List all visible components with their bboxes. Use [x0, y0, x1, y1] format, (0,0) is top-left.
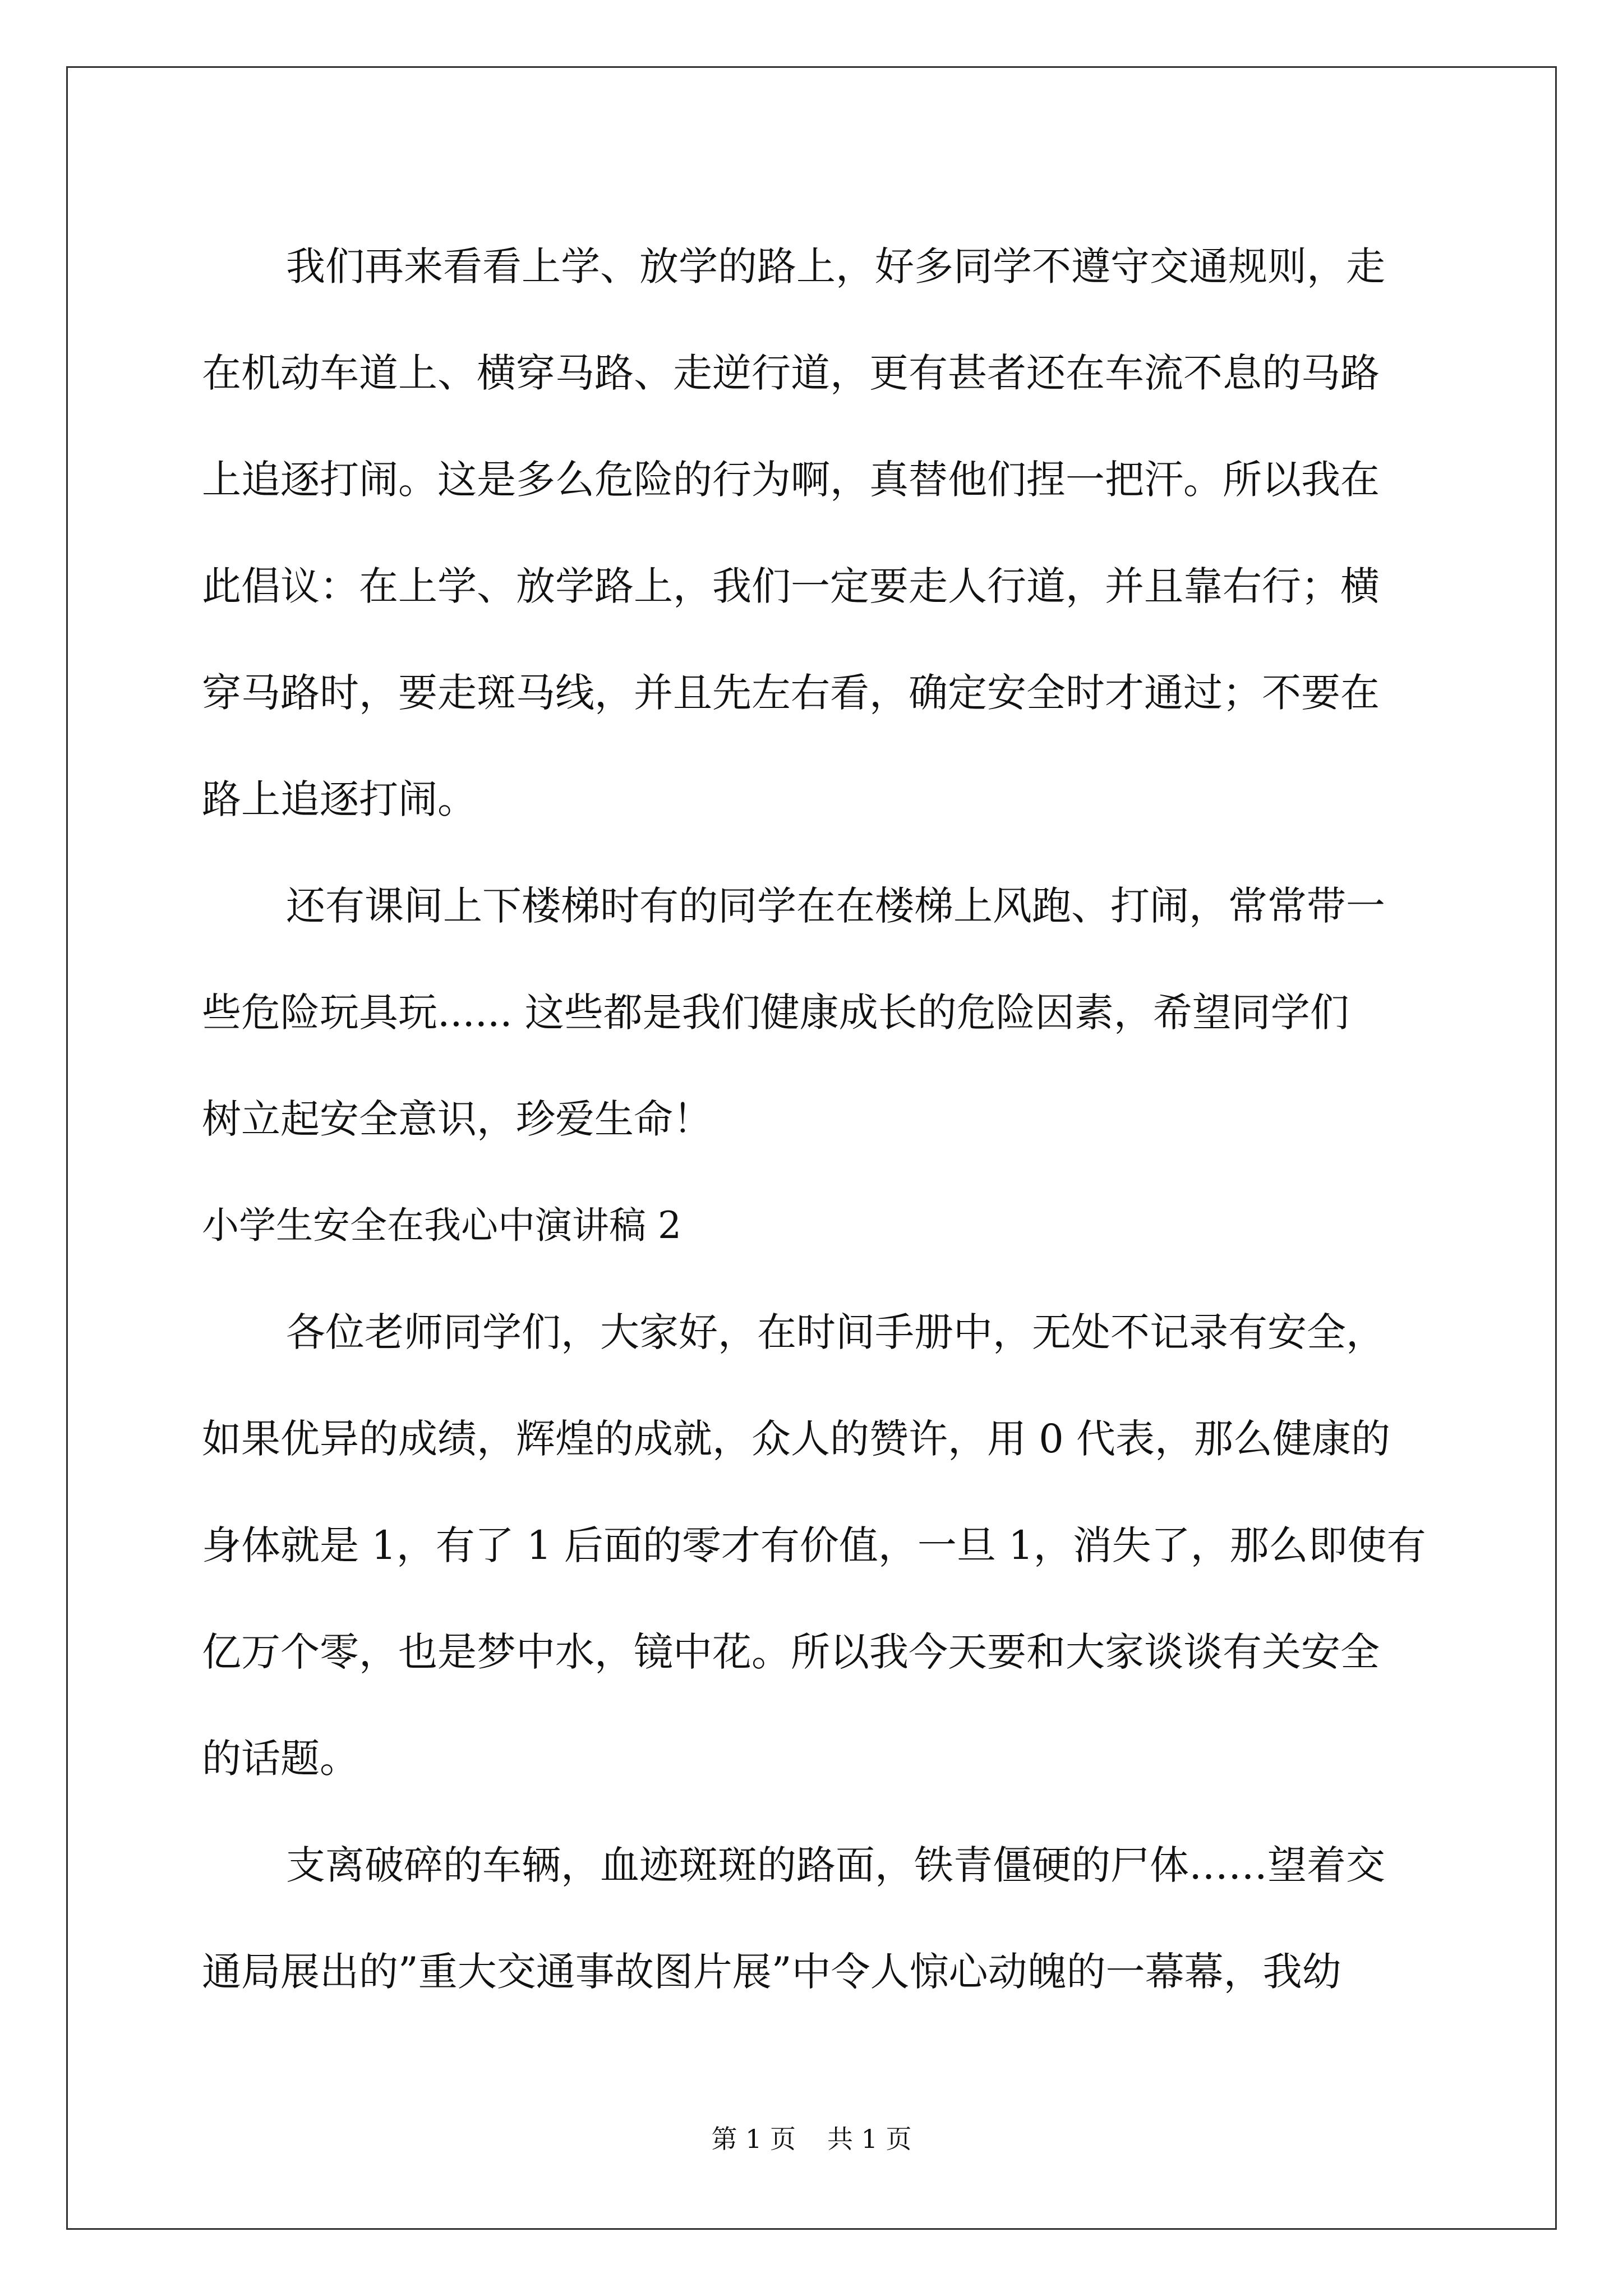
- text-line-3: 上追逐打闹。这是多么危险的行为啊，真替他们捏一把汗。所以我在: [202, 457, 1380, 503]
- text-line-16: 支离破碎的车辆，血迹斑斑的路面，铁青僵硬的尸体……望着交: [286, 1842, 1385, 1888]
- text-line-14: 亿万个零，也是梦中水，镜中花。所以我今天要和大家谈谈有关安全: [202, 1629, 1380, 1675]
- text-line-9: 树立起安全意识，珍爱生命！: [202, 1096, 712, 1142]
- text-line-15: 的话题。: [202, 1736, 359, 1782]
- page-number: 第 1 页: [711, 2124, 796, 2154]
- text-line-7: 还有课间上下楼梯时有的同学在在楼梯上风跑、打闹，常常带一: [286, 883, 1385, 929]
- text-line-13: 身体就是 1，有了 1 后面的零才有价值，一旦 1，消失了，那么即使有: [202, 1522, 1426, 1568]
- text-line-8: 些危险玩具玩...... 这些都是我们健康成长的危险因素，希望同学们: [202, 990, 1349, 1036]
- text-line-11: 各位老师同学们，大家好，在时间手册中，无处不记录有安全，: [286, 1309, 1385, 1355]
- page-total: 共 1 页: [827, 2124, 912, 2154]
- text-line-4: 此倡议：在上学、放学路上，我们一定要走人行道，并且靠右行；横: [202, 563, 1380, 609]
- text-line-1: 我们再来看看上学、放学的路上，好多同学不遵守交通规则，走: [286, 243, 1385, 289]
- section-heading: 小学生安全在我心中演讲稿 2: [202, 1204, 681, 1247]
- document-body: [202, 213, 1436, 2025]
- text-line-6: 路上追逐打闹。: [202, 776, 477, 822]
- text-line-2: 在机动车道上、横穿马路、走逆行道，更有甚者还在车流不息的马路: [202, 350, 1380, 396]
- text-line-12: 如果优异的成绩，辉煌的成就，众人的赞许，用 0 代表，那么健康的: [202, 1416, 1391, 1462]
- text-line-5: 穿马路时，要走斑马线，并且先左右看，确定安全时才通过；不要在: [202, 670, 1380, 716]
- text-line-17: 通局展出的”重大交通事故图片展”中令人惊心动魄的一幕幕，我幼: [202, 1949, 1341, 1995]
- page-footer: [0, 2122, 1623, 2156]
